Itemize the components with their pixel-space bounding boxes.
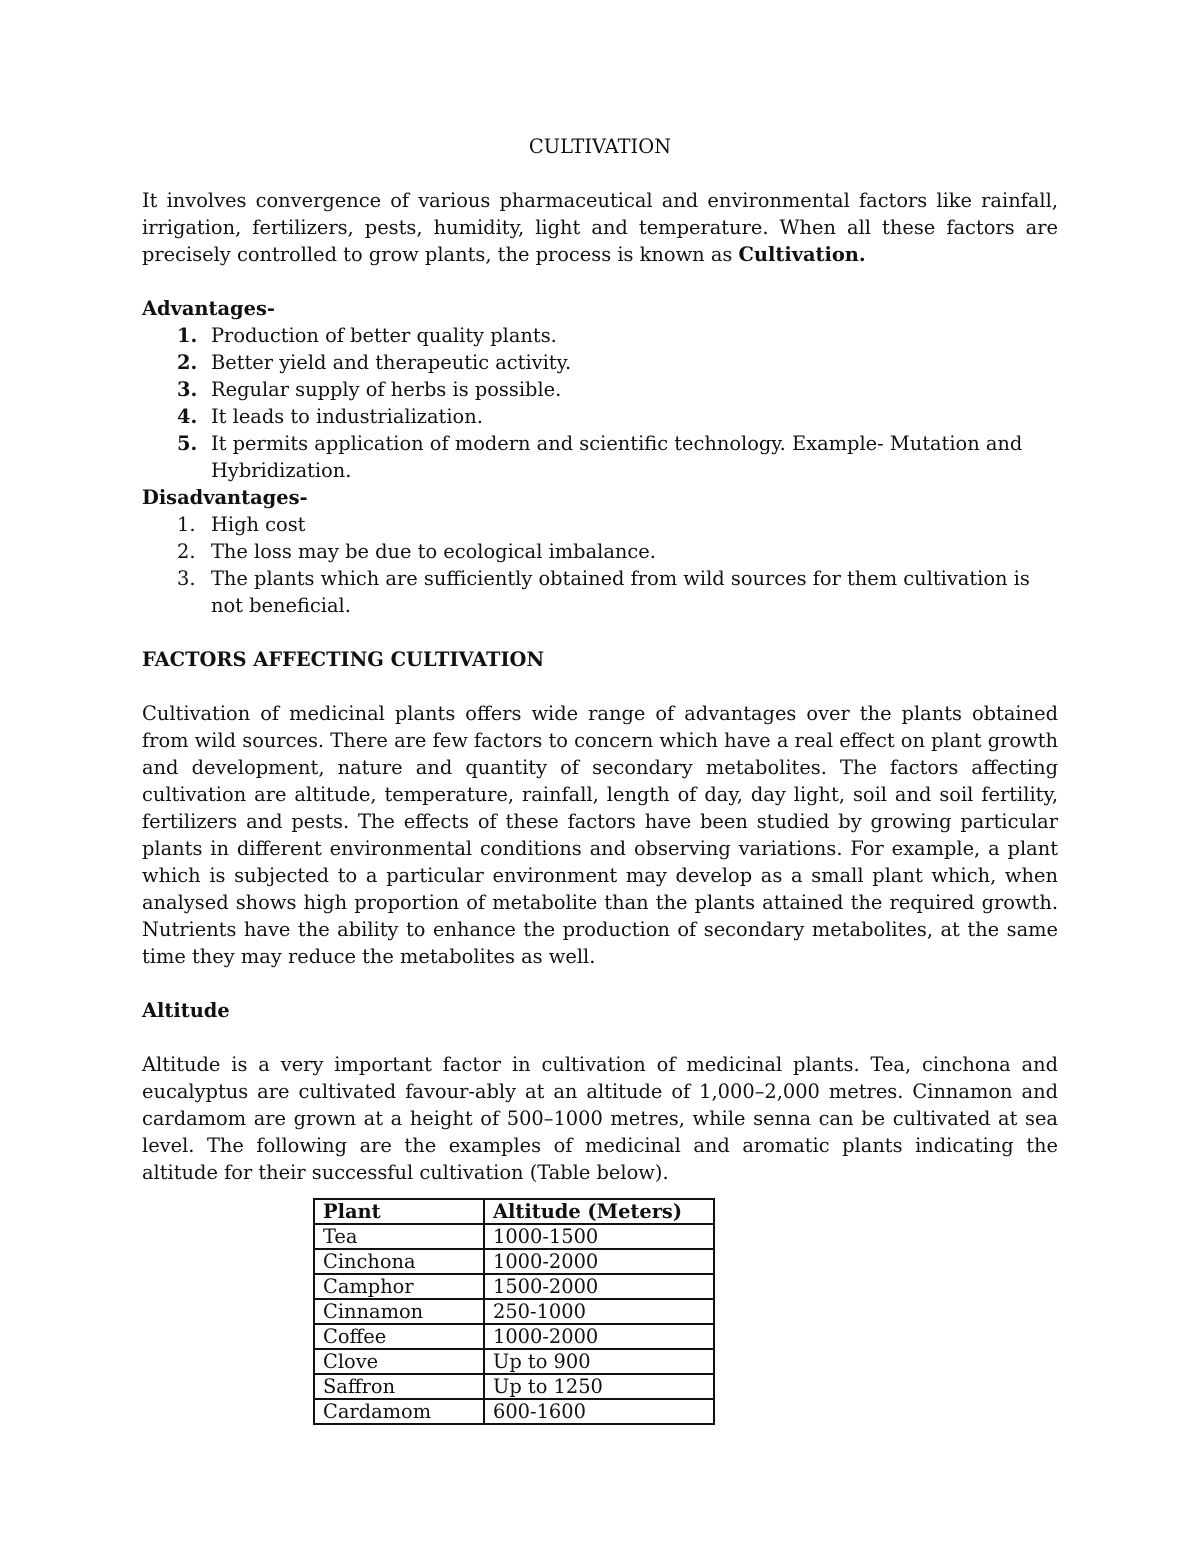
table-row (314, 1224, 714, 1249)
altitude-cell: 1000-2000 (484, 1324, 714, 1349)
table-row (314, 1399, 714, 1424)
list-item-text: Production of better quality plants. (211, 324, 557, 347)
list-number: 1. (177, 324, 198, 347)
table-row (314, 1274, 714, 1299)
spacer (142, 619, 1058, 646)
altitude-cell: Up to 1250 (484, 1374, 714, 1399)
list-item-text: It leads to industrialization. (211, 405, 483, 428)
intro-text: It involves convergence of various pharmaceutical and environmental factors like rainfall, irrigation, fertilizers, pests, humidity, light and temperature. When all these factors are precisely controlled to grow plants, the process is known as (142, 189, 1058, 266)
altitude-paragraph: Altitude is a very important factor in cultivation of medicinal plants. Tea, cinchona and eucalyptus are cultivated favour-ably at an altitude of 1,000–2,000 metres. Cinnamon and cardamom are grown at a height of 500–1000 metres, while senna can be cultivated at sea level. The following are the examples of medicinal and aromatic plants indicating the altitude for their successful cultivation (Table below). (142, 1053, 1058, 1184)
list-number: 2. (177, 351, 198, 374)
table-row (314, 1299, 714, 1324)
altitude-cell: 250-1000 (484, 1299, 714, 1324)
altitude-cell: 1000-2000 (484, 1249, 714, 1274)
disadvantages-heading: Disadvantages- (142, 486, 308, 509)
list-item-text: It permits application of modern and scientific technology. Example- Mutation and Hybridization. (211, 432, 1023, 482)
altitude-cell: Up to 900 (484, 1349, 714, 1374)
list-item-text: The loss may be due to ecological imbalance. (211, 540, 656, 563)
plant-cell: Tea (314, 1224, 484, 1249)
plant-cell: Coffee (314, 1324, 484, 1349)
plant-cell: Cinnamon (314, 1299, 484, 1324)
table-row (314, 1349, 714, 1374)
list-item-text: Better yield and therapeutic activity. (211, 351, 572, 374)
intro-bold-term: Cultivation. (738, 243, 866, 266)
factors-paragraph: Cultivation of medicinal plants offers wide range of advantages over the plants obtained from wild sources. There are few factors to concern which have a real effect on plant growth and development, nature and quantity of secondary metabolites. The factors affecting cultivation are altitude, temperature, rainfall, length of day, day light, soil and soil fertility, fertilizers and pests. The effects of these factors have been studied by growing particular plants in different environmental conditions and observing variations. For example, a plant which is subjected to a particular environment may develop as a small plant which, when analysed shows high proportion of metabolite than the plants attained the required growth. Nutrients have the ability to enhance the production of secondary metabolites, at the same time they may reduce the metabolites as well. (142, 702, 1058, 968)
advantages-list (142, 322, 1058, 484)
list-item (142, 511, 1058, 538)
table-row (314, 1324, 714, 1349)
list-number: 1. (177, 513, 196, 536)
table-header-row (314, 1199, 714, 1224)
plant-cell: Camphor (314, 1274, 484, 1299)
factors-heading: FACTORS AFFECTING CULTIVATION (142, 648, 545, 671)
spacer (142, 268, 1058, 295)
list-item (142, 322, 1058, 349)
list-item (142, 538, 1058, 565)
altitude-heading: Altitude (142, 999, 230, 1022)
list-number: 5. (177, 432, 198, 455)
spacer (142, 970, 1058, 997)
column-header-altitude: Altitude (Meters) (484, 1199, 714, 1224)
list-item-text: Regular supply of herbs is possible. (211, 378, 562, 401)
table-row (314, 1374, 714, 1399)
document-page (142, 133, 1058, 1425)
plant-cell: Cardamom (314, 1399, 484, 1424)
column-header-plant: Plant (314, 1199, 484, 1224)
table-row (314, 1249, 714, 1274)
altitude-cell: 600-1600 (484, 1399, 714, 1424)
list-item (142, 565, 1058, 619)
list-number: 3. (177, 567, 196, 590)
spacer (142, 160, 1058, 187)
list-item (142, 430, 1058, 484)
list-item (142, 403, 1058, 430)
page-title: CULTIVATION (528, 135, 672, 158)
plant-cell: Clove (314, 1349, 484, 1374)
spacer (142, 673, 1058, 700)
spacer (142, 1024, 1058, 1051)
list-item-text: High cost (211, 513, 306, 536)
altitude-cell: 1000-1500 (484, 1224, 714, 1249)
list-number: 2. (177, 540, 196, 563)
altitude-cell: 1500-2000 (484, 1274, 714, 1299)
plant-cell: Saffron (314, 1374, 484, 1399)
list-number: 4. (177, 405, 198, 428)
list-number: 3. (177, 378, 198, 401)
advantages-heading: Advantages- (142, 297, 275, 320)
list-item (142, 349, 1058, 376)
disadvantages-list (142, 511, 1058, 619)
list-item-text: The plants which are sufficiently obtained from wild sources for them cultivation is not beneficial. (211, 567, 1030, 617)
plant-cell: Cinchona (314, 1249, 484, 1274)
list-item (142, 376, 1058, 403)
intro-paragraph (142, 187, 1058, 268)
altitude-table (313, 1198, 715, 1425)
